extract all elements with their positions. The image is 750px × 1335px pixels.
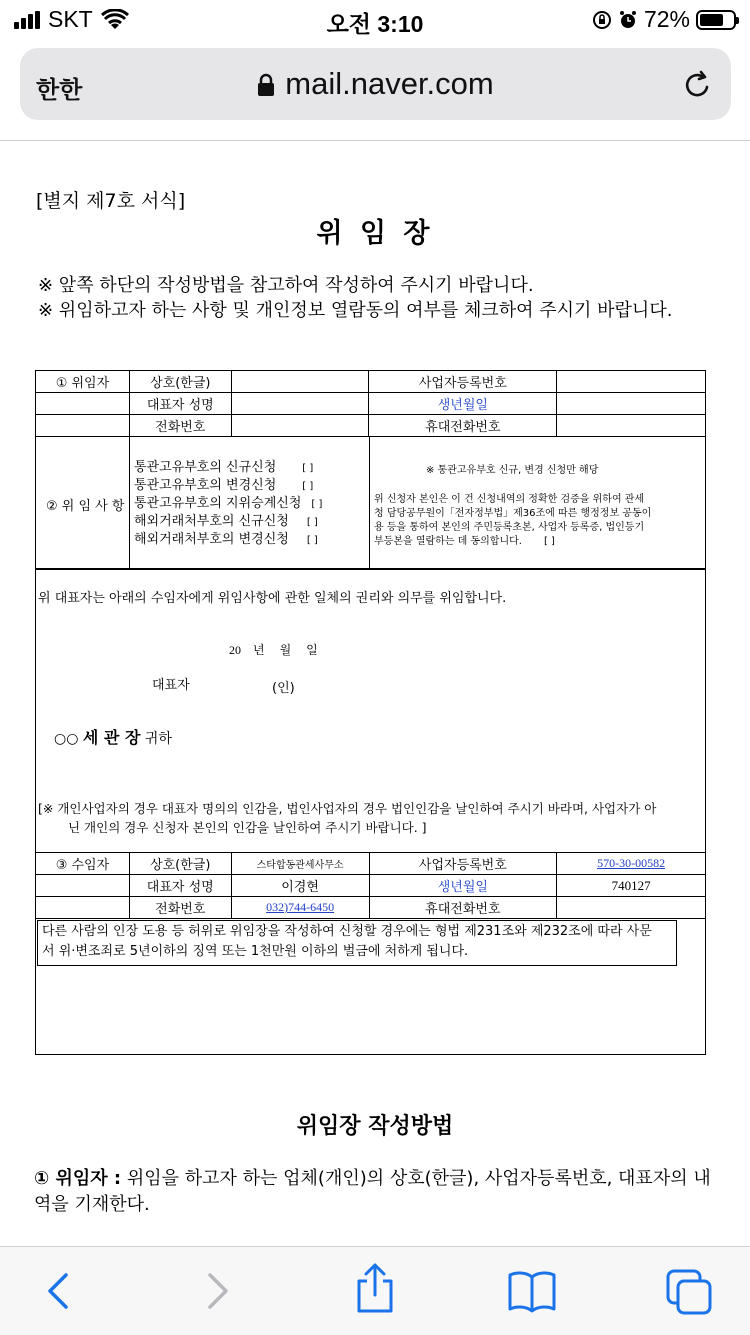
field-label: 사업자등록번호 <box>369 371 557 393</box>
company-value <box>231 371 369 393</box>
delegation-statement: 위 대표자는 아래의 수임자에게 위임사항에 관한 일체의 권리와 의무를 위임합니다. <box>38 591 507 606</box>
phone-link[interactable]: 032)744-6450 <box>266 900 335 914</box>
delegation-item-label: 해외거래처부호의 변경신청 <box>134 532 289 547</box>
addressee-suffix: 귀하 <box>144 731 172 747</box>
checkbox[interactable]: [ ] <box>306 535 318 546</box>
book-icon[interactable] <box>506 1267 558 1315</box>
bizno-value <box>557 371 706 393</box>
delegation-item <box>134 459 322 477</box>
field-label: 전화번호 <box>129 897 231 919</box>
battery-icon <box>696 10 736 30</box>
consent-line: 부등본을 열람하는 데 동의합니다. [ ] <box>374 536 555 547</box>
address-bar[interactable] <box>20 48 731 120</box>
delegatee-table <box>35 852 706 919</box>
rep-value: 이경현 <box>231 875 369 897</box>
alarm-icon <box>618 10 638 30</box>
addressee-prefix: ○○ <box>54 731 79 747</box>
field-label: 생년월일 <box>369 393 557 415</box>
orientation-lock-icon <box>592 10 612 30</box>
representative-label: 대표자 <box>152 678 190 693</box>
seal-mark: (인) <box>272 681 295 696</box>
forward-icon[interactable] <box>200 1267 236 1315</box>
consent-line: 위 신청자 본인은 이 건 신청내역의 정확한 검증을 위하여 관세 <box>374 494 645 505</box>
delegation-item-label: 해외거래처부호의 신규신청 <box>134 514 289 529</box>
delegator-table <box>35 370 706 437</box>
section-label: ② 위 임 사 항 <box>46 499 125 514</box>
battery-percent: 72% <box>643 6 690 32</box>
delegation-item-label: 통관고유부호의 신규신청 <box>134 460 277 475</box>
field-label: 휴대전화번호 <box>369 897 557 919</box>
howto-label: ① 위임자 : <box>34 1168 122 1189</box>
form-number: [별지 제7호 서식] <box>36 190 186 212</box>
instruction-note: ※ 앞쪽 하단의 작성방법을 참고하여 작성하여 주시기 바랍니다. <box>38 275 534 296</box>
bizno-link[interactable]: 570-30-00582 <box>597 856 666 870</box>
lock-icon <box>257 73 275 97</box>
delegation-item-label: 통관고유부호의 지위승계신청 <box>134 496 302 511</box>
addressee <box>54 725 172 748</box>
warning-text: 다른 사람의 인장 도용 등 허위로 위임장을 작성하여 신청할 경우에는 형법 제231조와 제232조에 따라 사문 <box>42 924 652 939</box>
howto-title: 위임장 작성방법 <box>296 1114 454 1139</box>
seal-note: [※ 개인사업자의 경우 대표자 명의의 인감을, 법인사업자의 경우 법인인감을 날인하여 주시기 바라며, 사업자가 아 <box>38 801 657 816</box>
date-line: 20 년 월 일 <box>229 643 318 657</box>
addressee-main: 세 관 장 <box>82 728 141 747</box>
note-title: ※ 통관고유부호 신규, 변경 신청만 해당 <box>426 465 599 476</box>
document-view[interactable] <box>0 141 750 1246</box>
checkbox[interactable]: [ ] <box>306 517 318 528</box>
field-label: 대표자 성명 <box>129 875 231 897</box>
consent-text <box>374 493 651 549</box>
field-label: 생년월일 <box>369 875 557 897</box>
checkbox[interactable]: [ ] <box>302 463 314 474</box>
clock: 오전 3:10 <box>326 11 424 37</box>
warning-box <box>37 920 677 966</box>
birth-value: 740127 <box>557 875 706 897</box>
section-label: ③ 수임자 <box>36 853 130 875</box>
delegation-item <box>134 513 322 531</box>
consent-line: 청 담당공무원이「전자정부법」제36조에 따른 행정정보 공동이 <box>374 508 652 519</box>
field-label: 상호(한글) <box>129 853 231 875</box>
instruction-note: ※ 위임하고자 하는 사항 및 개인정보 열람동의 여부를 체크하여 주시기 바랍니다. <box>38 300 673 321</box>
share-icon[interactable] <box>353 1261 397 1315</box>
checkbox[interactable]: [ ] <box>302 481 314 492</box>
delegation-item <box>134 495 322 513</box>
url-text: mail.naver.com <box>285 66 494 101</box>
field-label: 대표자 성명 <box>129 393 231 415</box>
delegation-item-label: 통관고유부호의 변경신청 <box>134 478 277 493</box>
url-field[interactable] <box>20 66 731 102</box>
delegation-item <box>134 531 322 549</box>
howto-item <box>34 1166 724 1218</box>
carrier-label: SKT <box>48 6 93 32</box>
tabs-icon[interactable] <box>664 1267 714 1317</box>
warning-text: 서 위·변조죄로 5년이하의 징역 또는 1천만원 이하의 벌금에 처하게 됩니다. <box>42 944 469 959</box>
page-title: 위 임 장 <box>316 218 434 249</box>
checkbox[interactable]: [ ] <box>311 499 323 510</box>
company-value: 스타합동관세사무소 <box>231 853 369 875</box>
delegation-item <box>134 477 322 495</box>
field-label: 전화번호 <box>129 415 231 437</box>
body-section <box>35 568 706 1055</box>
section-label: ① 위임자 <box>36 371 130 393</box>
reload-icon[interactable] <box>681 68 713 102</box>
seal-note: 닌 개인의 경우 신청자 본인의 인감을 날인하여 주시기 바랍니다. ] <box>68 820 427 835</box>
back-icon[interactable] <box>40 1267 76 1315</box>
howto-text: 위임을 하고자 하는 업체(개인)의 상호(한글), 사업자등록번호, 대표자의 내역을 기재한다. <box>34 1168 711 1215</box>
field-label: 사업자등록번호 <box>369 853 557 875</box>
consent-line: 용 등을 통하여 본인의 주민등록초본, 사업자 등록증, 법인등기 <box>374 522 645 533</box>
field-label: 휴대전화번호 <box>369 415 557 437</box>
delegation-items <box>134 459 322 549</box>
browser-toolbar <box>0 1246 750 1335</box>
reader-button[interactable]: 한한 <box>36 76 83 104</box>
consent-checkbox[interactable]: [ ] <box>543 536 555 547</box>
field-label: 상호(한글) <box>129 371 231 393</box>
status-bar <box>0 0 750 40</box>
delegation-section <box>35 436 706 570</box>
